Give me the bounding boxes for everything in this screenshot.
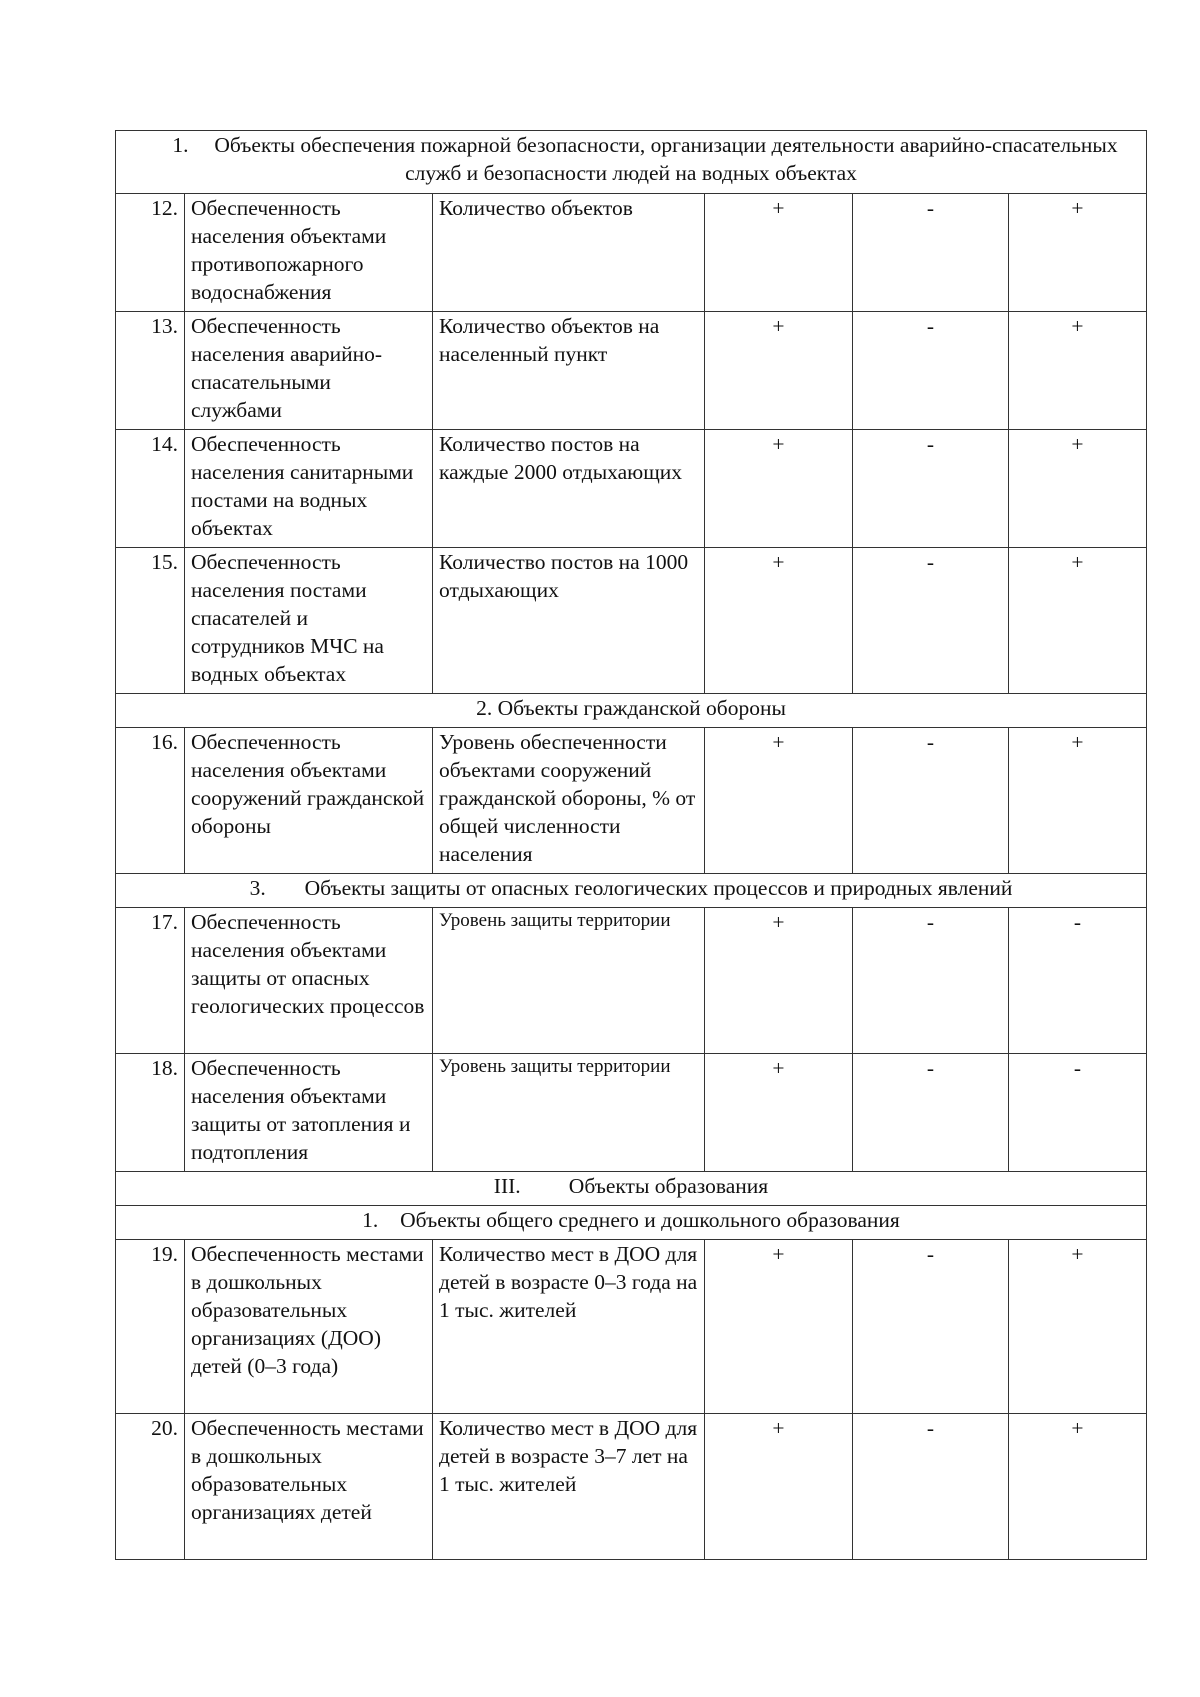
mark-cell-3: + <box>1009 548 1147 694</box>
unit-cell: Уровень защиты территории <box>433 908 705 1054</box>
mark-cell-1: + <box>705 1240 853 1414</box>
mark-cell-2: - <box>853 430 1009 548</box>
section-title: Объекты обеспечения пожарной безопасности, организации деятельности аварийно-спасательных служб и безопасности людей на водных объектах <box>214 133 1118 185</box>
mark-cell-2: - <box>853 908 1009 1054</box>
unit-cell: Количество объектов на населенный пункт <box>433 312 705 430</box>
mark-cell-2: - <box>853 728 1009 874</box>
section-heading <box>116 1206 1147 1240</box>
table-row <box>116 548 1147 694</box>
section-heading <box>116 874 1147 908</box>
row-number: 18. <box>116 1054 185 1172</box>
mark-cell-3: - <box>1009 908 1147 1054</box>
indicator-cell: Обеспеченность местами в дошкольных образовательных организациях (ДОО) детей (0–3 года) <box>185 1240 433 1414</box>
row-number: 13. <box>116 312 185 430</box>
section-row <box>116 874 1147 908</box>
indicator-cell: Обеспеченность населения объектами защиты от затопления и подтопления <box>185 1054 433 1172</box>
mark-cell-1: + <box>705 194 853 312</box>
mark-cell-3: + <box>1009 1414 1147 1560</box>
mark-cell-2: - <box>853 194 1009 312</box>
unit-cell: Количество мест в ДОО для детей в возрасте 3–7 лет на 1 тыс. жителей <box>433 1414 705 1560</box>
indicator-cell: Обеспеченность населения объектами противопожарного водоснабжения <box>185 194 433 312</box>
unit-cell: Уровень защиты территории <box>433 1054 705 1172</box>
section-number: III. <box>493 1174 521 1198</box>
mark-cell-2: - <box>853 1054 1009 1172</box>
mark-cell-2: - <box>853 1240 1009 1414</box>
section-title: Объекты образования <box>568 1174 769 1198</box>
mark-cell-1: + <box>705 1054 853 1172</box>
mark-cell-1: + <box>705 1414 853 1560</box>
section-heading: 2. Объекты гражданской обороны <box>116 694 1147 728</box>
unit-cell: Уровень обеспеченности объектами сооружений гражданской обороны, % от общей численности населения <box>433 728 705 874</box>
mark-cell-3: + <box>1009 430 1147 548</box>
section-title: Объекты общего среднего и дошкольного образования <box>400 1208 900 1232</box>
table-row <box>116 1414 1147 1560</box>
section-row <box>116 1172 1147 1206</box>
mark-cell-3: + <box>1009 194 1147 312</box>
section-row <box>116 1206 1147 1240</box>
mark-cell-3: + <box>1009 1240 1147 1414</box>
section-number: 3. <box>249 876 266 900</box>
row-number: 15. <box>116 548 185 694</box>
section-row <box>116 694 1147 728</box>
unit-cell: Количество мест в ДОО для детей в возрасте 0–3 года на 1 тыс. жителей <box>433 1240 705 1414</box>
indicator-cell: Обеспеченность населения постами спасателей и сотрудников МЧС на водных объектах <box>185 548 433 694</box>
mark-cell-1: + <box>705 908 853 1054</box>
mark-cell-3: + <box>1009 312 1147 430</box>
section-number: 1. <box>362 1208 379 1232</box>
section-number: 1. <box>172 133 189 157</box>
row-number: 19. <box>116 1240 185 1414</box>
mark-cell-1: + <box>705 728 853 874</box>
indicator-cell: Обеспеченность населения аварийно-спасательными службами <box>185 312 433 430</box>
table-row <box>116 194 1147 312</box>
indicator-cell: Обеспеченность населения объектами защиты от опасных геологических процессов <box>185 908 433 1054</box>
table-row <box>116 1054 1147 1172</box>
unit-cell: Количество постов на каждые 2000 отдыхающих <box>433 430 705 548</box>
mark-cell-2: - <box>853 312 1009 430</box>
mark-cell-2: - <box>853 1414 1009 1560</box>
indicator-cell: Обеспеченность местами в дошкольных образовательных организациях детей <box>185 1414 433 1560</box>
section-heading <box>116 1172 1147 1206</box>
mark-cell-3: - <box>1009 1054 1147 1172</box>
indicator-cell: Обеспеченность населения санитарными постами на водных объектах <box>185 430 433 548</box>
row-number: 12. <box>116 194 185 312</box>
row-number: 20. <box>116 1414 185 1560</box>
row-number: 17. <box>116 908 185 1054</box>
mark-cell-1: + <box>705 430 853 548</box>
row-number: 16. <box>116 728 185 874</box>
mark-cell-3: + <box>1009 728 1147 874</box>
indicator-cell: Обеспеченность населения объектами сооружений гражданской обороны <box>185 728 433 874</box>
indicators-table <box>115 130 1147 1560</box>
mark-cell-2: - <box>853 548 1009 694</box>
table-row <box>116 728 1147 874</box>
unit-cell: Количество постов на 1000 отдыхающих <box>433 548 705 694</box>
section-row <box>116 131 1147 194</box>
table-row <box>116 430 1147 548</box>
table-row <box>116 908 1147 1054</box>
mark-cell-1: + <box>705 312 853 430</box>
section-title: Объекты защиты от опасных геологических процессов и природных явлений <box>304 876 1013 900</box>
row-number: 14. <box>116 430 185 548</box>
section-heading <box>116 131 1147 194</box>
unit-cell: Количество объектов <box>433 194 705 312</box>
mark-cell-1: + <box>705 548 853 694</box>
table-row <box>116 312 1147 430</box>
table-row <box>116 1240 1147 1414</box>
